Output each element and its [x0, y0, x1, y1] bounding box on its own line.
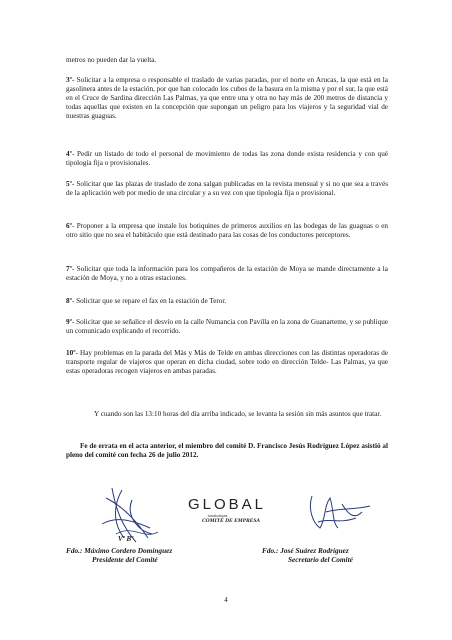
paragraph-4: [66, 150, 388, 168]
paragraph-intro: [66, 56, 388, 65]
secretary-role: Secretario del Comité: [288, 555, 353, 564]
paragraph-number: 3º: [66, 76, 72, 84]
paragraph-text: - Proponer a la empresa que instale los botiquines de primeros auxilios en las bodegas de las guaguas o en otro sitio que no sea el habitáculo que está destinado para las cosas de los conductores perceptores.: [66, 222, 388, 240]
president-role: Presidente del Comité: [92, 555, 158, 564]
paragraph-text: - Solicitar a la empresa o responsable el traslado de varias paradas, por el norte en Arucas, la que está en la gasolinera antes de la estación, por que han colocado los cubos de la basura en la misma y por el sur, la que está en el Cruce de Sardina dirección Las Palmas, ya que entre una y otra no hay más de 200 metros de distancia y todas aquellas que existen en la concepción que supongan un peligro para los viajeros y la seguridad vial de nuestras guaguas.: [66, 76, 388, 121]
errata-note: [66, 442, 388, 460]
closing-paragraph: [66, 410, 388, 419]
logo-subtitle: sindicatura: [208, 513, 228, 518]
logo-title: GLOBAL: [188, 496, 267, 513]
paragraph-number: 5º: [66, 180, 72, 188]
paragraph-number: 10º: [66, 349, 76, 357]
paragraph-text: - Solicitar que se repare el fax en la estación de Teror.: [71, 297, 227, 305]
global-logo: [188, 496, 284, 524]
paragraph-number: 9º: [66, 318, 72, 326]
paragraph-6: [66, 222, 388, 240]
secretary-name: Fdo.: José Suárez Rodríguez: [262, 546, 349, 555]
paragraph-10: [66, 349, 388, 376]
paragraph-5: [66, 180, 388, 198]
approval-stamp: Vº Bº: [118, 535, 134, 543]
paragraph-number: 4º: [66, 150, 72, 158]
paragraph-text: - Solicitar que toda la información para los compañeros de la estación de Moya se mande directamente a la estación de Moya, y no a otras estaciones.: [66, 265, 388, 283]
paragraph-text: - Pedir un listado de todo el personal de movimiento de todas las zona donde exista residencia y con qué tipología fija o provisionales.: [66, 150, 388, 168]
paragraph-9: [66, 318, 388, 336]
errata-text: Fe de errata en el acta anterior, el miembro del comité D. Francisco Jesús Rodríguez López asistió al pleno del comité con fecha 26 de julio 2012.: [66, 442, 388, 460]
paragraph-number: 8º: [66, 297, 72, 305]
paragraph-text: - Hay problemas en la parada del Más y Más de Telde en ambas direcciones con las distintas operadoras de transporte regular de viajeros que operan en dicha ciudad, sobre todo en dirección Telde- Las Palmas, ya que estas operadoras recogen viajeros en ambas paradas.: [66, 349, 388, 376]
paragraph-8: [66, 297, 388, 306]
president-signature: [66, 546, 172, 564]
closing-text: Y cuando son las 13:10 horas del día arriba indicado, se levanta la sesión sin más asuntos que tratar.: [94, 410, 382, 418]
paragraph-number: 6º: [66, 222, 72, 230]
paragraph-text: - Solicitar que se señalice el desvío en la calle Numancia con Pavilla en la zona de Guanarteme, y se publique un comunicado explicando el recorrido.: [66, 318, 388, 336]
paragraph-text: metros no pueden dar la vuelta.: [66, 56, 157, 64]
logo-committee: COMITÉ DE EMPRESA: [202, 518, 261, 524]
paragraph-number: 7º: [66, 265, 72, 273]
secretary-signature: [262, 546, 353, 564]
page-number: 4: [224, 596, 228, 604]
paragraph-3: [66, 76, 388, 121]
paragraph-7: [66, 265, 388, 283]
president-name: Fdo.: Máximo Cordero Domínguez: [66, 546, 173, 555]
secretary-signature-mark: [298, 488, 378, 536]
paragraph-text: - Solicitar que las plazas de traslado de zona salgan publicadas en la revista mensual y si no que sea a través de la aplicación web por medio de una circular y a su vez con que tipología fija o provisional.: [66, 180, 388, 198]
